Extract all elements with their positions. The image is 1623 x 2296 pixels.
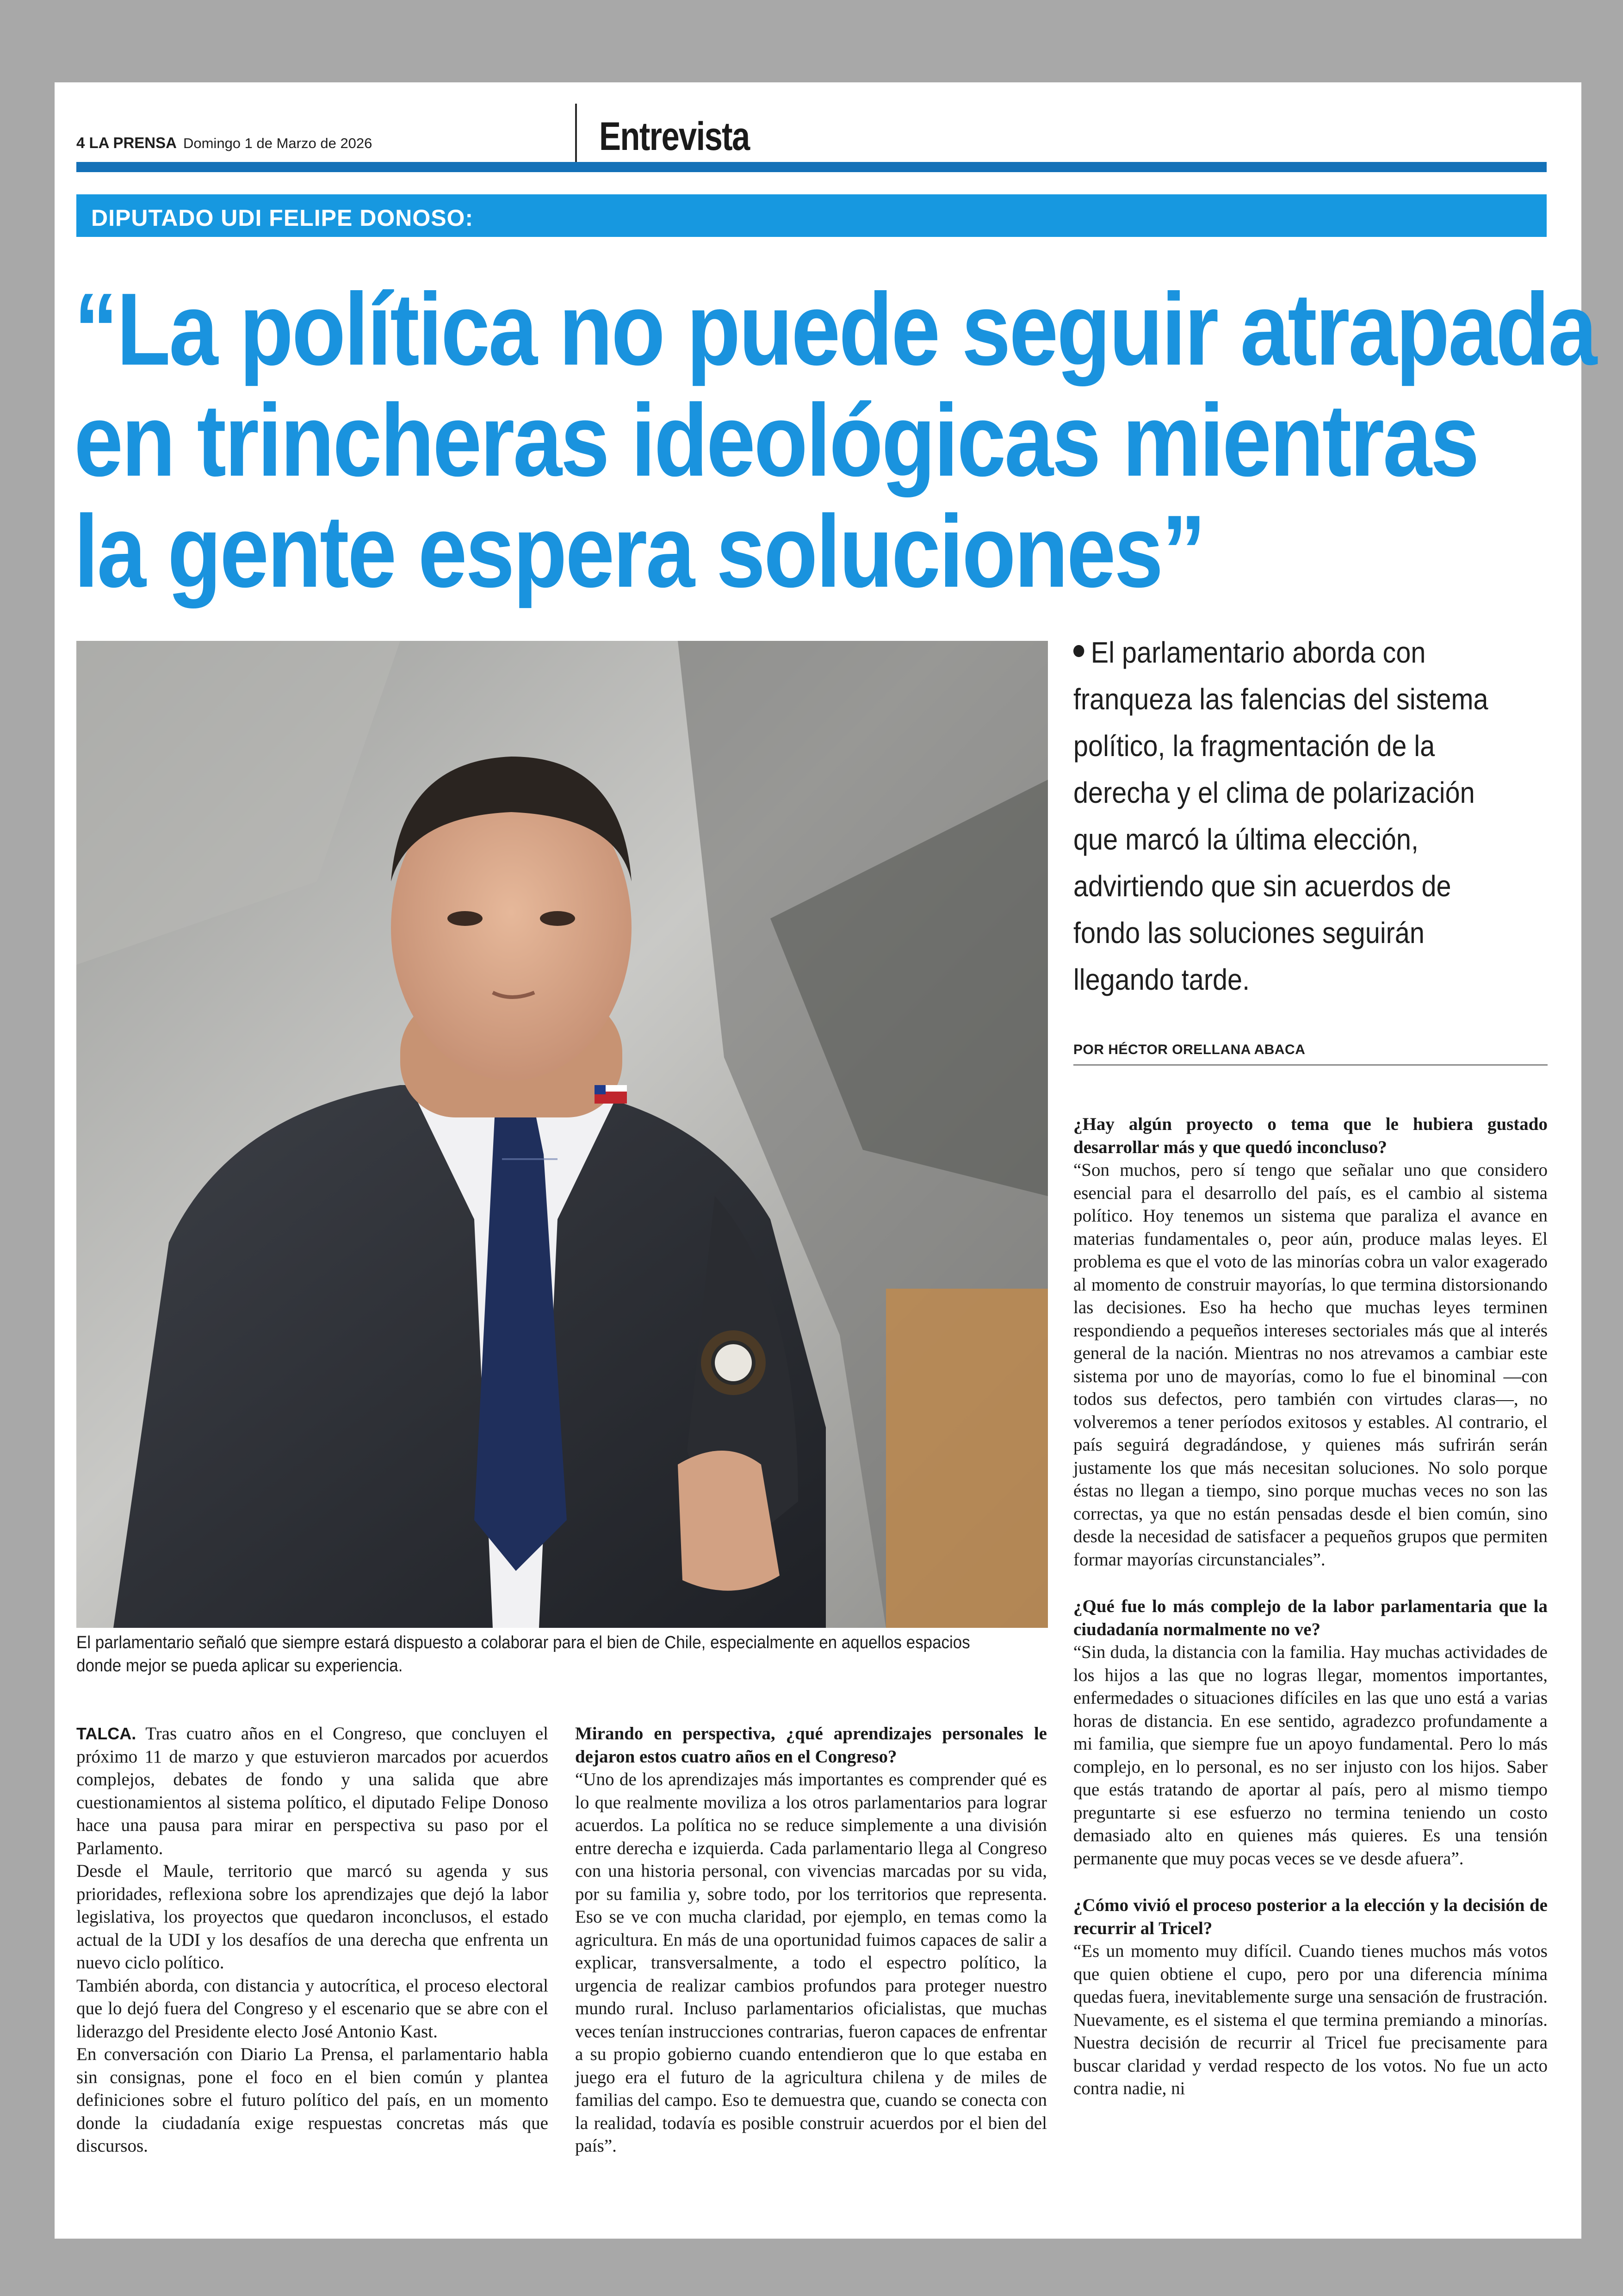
bullet-icon [1073, 645, 1084, 657]
interview-question: Mirando en perspectiva, ¿qué aprendizajes personales le dejaron estos cuatro años en el Congreso? [575, 1724, 1047, 1767]
article-paragraph: También aborda, con distancia y autocrítica, el proceso electoral que lo dejó fuera del Congreso y el escenario que se abre con el liderazgo del Presidente electo José Antonio Kast. [76, 1975, 548, 2042]
article-column-1 [76, 1722, 548, 2158]
article-paragraph: Desde el Maule, territorio que marcó su agenda y sus prioridades, reflexiona sobre los aprendizajes que dejó la labor legislativa, los proyectos que quedaron inconclusos, el estado actual de la UDI y los desafíos de una derecha que enfrenta un nuevo ciclo político. [76, 1861, 548, 1973]
interview-answer: “Uno de los aprendizajes más importantes es comprender qué es lo que realmente moviliza a los otros parlamentarios para lograr acuerdos. La política no se reduce simplemente a una división entre derecha e izquierda. Cada parlamentario llega al Congreso con una historia personal, con vivencias marcadas por su vida, por su familia y, sobre todo, por los territorios que representa. Eso se ve con mucha claridad, por ejemplo, en temas como la agricultura. En más de una oportunidad fuimos capaces de salir a explicar, transversalmente, a todo el espectro político, la urgencia de realizar cambios profundos para proteger nuestro mundo rural. Incluso parlamentarios oficialistas, que muchas veces tenían instrucciones contrarias, fueron capaces de enfrentar a su propio gobierno cuando entendieron que lo que estaba en juego era el futuro de la agricultura chilena y de miles de familias del campo. Eso te demuestra que, cuando se conecta con la realidad, todavía es posible construir acuerdos por el bien del país”. [575, 1769, 1047, 2156]
article-column-2 [575, 1722, 1047, 2158]
article-column-3 [1073, 1113, 1548, 2100]
interview-answer: “Son muchos, pero sí tengo que señalar uno que considero esencial para el desarrollo del país, es el cambio al sistema político. Hoy tenemos un sistema que paraliza el avance en materias fundamentales o, peor aún, produce malas leyes. El problema es que el voto de las minorías cobra un valor exagerado al momento de construir mayorías, lo que termina distorsionando las decisiones. Eso ha hecho que muchas leyes terminen respondiendo a pequeños intereses sectoriales más que al interés general de la nación. Mientras no nos atrevamos a cambiar este sistema por uno de mayorías, como lo fue el binominal —con todos sus defectos, pero también con virtudes claras—, no volveremos a tener períodos exitosos y estables. Al contrario, el país seguirá degradándose, y quienes más sufrirán serán justamente los que más necesitan soluciones. No solo porque éstas no llegan a tiempo, sino porque muchas veces no son las correctas, ya que no están pensadas desde el bien común, sino desde la necesidad de satisfacer a pequeños grupos que permiten formar mayorías circunstanciales”. [1073, 1160, 1548, 1570]
portrait-photo [76, 641, 1048, 1628]
interview-answer: “Es un momento muy difícil. Cuando tienes muchos más votos que quien obtiene el cupo, pero por una diferencia mínima quedas fuera, inevitablemente surge una sensación de frustración. Nuevamente, es el sistema el que termina premiando a minorías. Nuestra decisión de recurrir al Tricel fue precisamente para buscar claridad y verdad respecto de los votos. No fue un acto contra nadie, ni [1073, 1941, 1548, 2098]
deck-text: El parlamentario aborda con franqueza las falencias del sistema político, la fragmentación de la derecha y el clima de polarización que marcó la última elección, advirtiendo que sin acuerdos de fondo las soluciones seguirán llegando tarde. [1073, 636, 1488, 996]
headline-line-2: en trincheras ideológicas mientras [74, 383, 1478, 498]
kicker-text: DIPUTADO UDI FELIPE DONOSO: [91, 205, 474, 231]
interview-question: ¿Cómo vivió el proceso posterior a la elección y la decisión de recurrir al Tricel? [1073, 1895, 1548, 1938]
headline [74, 272, 1596, 609]
header-rule [76, 162, 1547, 172]
interview-answer: “Sin duda, la distancia con la familia. Hay muchas actividades de los hijos a las que no logras llegar, momentos importantes, enfermedades o situaciones difíciles en las que uno está a varias horas de distancia. En ese sentido, agradezco profundamente a mi familia, que siempre fue un apoyo fundamental. Pero lo más complejo, en lo personal, es no ser injusto con los hijos. Saber que estás tratando de aportar al país, pero al mismo tiempo preguntarte si ese esfuerzo no termina teniendo un costo demasiado alto en quienes más quieres. Es una tensión permanente que muy pocas veces se ve desde afuera”. [1073, 1642, 1548, 1868]
headline-line-1: “La política no puede seguir atrapada [74, 272, 1596, 387]
paragraph-gap [1073, 1571, 1548, 1595]
dateline: TALCA. [76, 1724, 136, 1743]
photo-caption: El parlamentario señaló que siempre estará dispuesto a colaborar para el bien de Chile, especialmente en aquellos espacios donde mejor se pueda aplicar su experiencia. [76, 1633, 970, 1675]
deck-summary [1073, 629, 1506, 1003]
article-paragraph: TALCA. Tras cuatro años en el Congreso, que concluyen el próximo 11 de marzo y que estuvieron marcados por acuerdos complejos, debates de fondo y una salida que abre cuestionamientos al sistema político, el diputado Felipe Donoso hace una pausa para mirar en perspectiva su paso por el Parlamento. [76, 1724, 548, 1858]
interview-question: ¿Hay algún proyecto o tema que le hubiera gustado desarrollar más y que quedó inconcluso? [1073, 1114, 1548, 1157]
page-number-paper: 4 LA PRENSA [76, 134, 177, 151]
page-header [76, 104, 1547, 164]
issue-date: Domingo 1 de Marzo de 2026 [183, 135, 372, 151]
header-divider [575, 104, 577, 164]
byline: POR HÉCTOR ORELLANA ABACA [1073, 1042, 1548, 1066]
interview-question: ¿Qué fue lo más complejo de la labor parlamentaria que la ciudadanía normalmente no ve? [1073, 1596, 1548, 1639]
kicker-bar [76, 194, 1547, 237]
headline-line-3: la gente espera soluciones” [74, 494, 1205, 609]
paragraph-gap [1073, 1870, 1548, 1894]
section-title: Entrevista [599, 114, 750, 159]
article-paragraph: En conversación con Diario La Prensa, el parlamentario habla sin consignas, pone el foco en el bien común y plantea definiciones sobre el futuro político del país, en un momento donde la ciudadanía exige respuestas concretas más que discursos. [76, 2044, 548, 2156]
folio [76, 134, 372, 152]
